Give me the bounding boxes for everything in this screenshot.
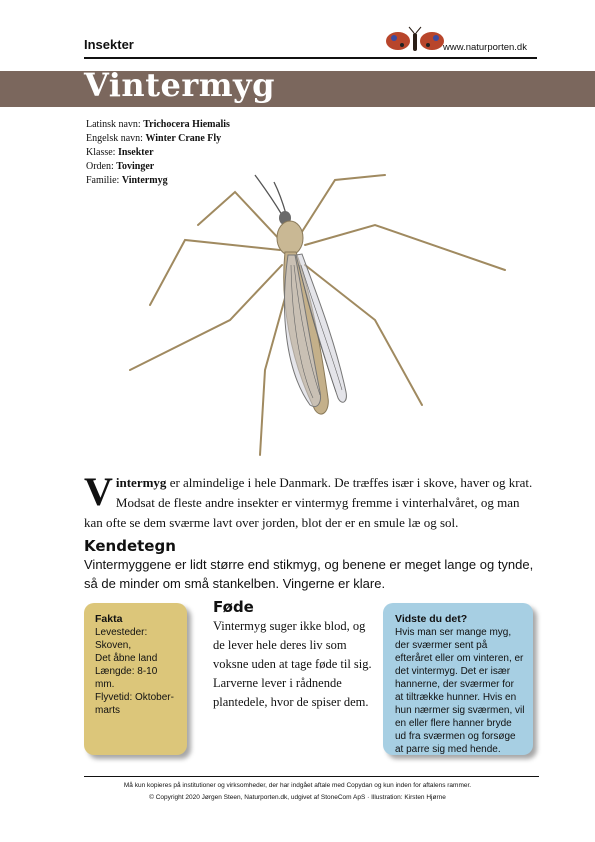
- vidste-du-det-box: [383, 603, 533, 755]
- footer-copyright: © Copyright 2020 Jørgen Steen, Naturporten.dk, udgivet af StoneCom ApS · Illustration: Kirsten Hjørne: [149, 794, 446, 801]
- intro-text: er almindelige i hele Danmark. De træffes især i skove, haver og krat. Modsat de fleste andre insekter er vintermyg fremme i vinterhalvåret, og man kan ofte se dem sværme lavt over jorden, blot der er en smule læ og sol.: [84, 475, 533, 530]
- kendetegn-text: Vintermyggene er lidt større end stikmyg, og benene er meget lange og tynde, så de minder om små stankelben. Vingerne er klare.: [84, 557, 534, 591]
- fakta-line: Flyvetid: Oktober-: [95, 692, 174, 703]
- winter-crane-fly-illustration: [110, 170, 530, 460]
- vidste-heading: Vidste du det?: [395, 613, 468, 625]
- fakta-line: Længde: 8-10 mm.: [95, 666, 158, 690]
- fakta-line: marts: [95, 705, 120, 716]
- fode-heading: Føde: [213, 598, 254, 616]
- fact-english: Engelsk navn: Winter Crane Fly: [86, 133, 222, 144]
- intro-paragraph: [84, 469, 539, 533]
- drop-cap: V: [84, 469, 113, 514]
- fact-order: Orden: Tovinger: [86, 161, 155, 172]
- fact-family: Familie: Vintermyg: [86, 175, 168, 186]
- fakta-line: Levesteder: Skoven,: [95, 627, 148, 651]
- page-title: Vintermyg: [84, 66, 276, 104]
- site-url: www.naturporten.dk: [443, 42, 527, 53]
- fact-class: Klasse: Insekter: [86, 147, 154, 158]
- fact-latin: Latinsk navn: Trichocera Hiemalis: [86, 119, 230, 130]
- footer-divider: [84, 776, 539, 777]
- category-label: Insekter: [84, 37, 134, 52]
- fakta-heading: Fakta: [95, 613, 123, 625]
- fakta-box: [84, 603, 187, 755]
- vidste-text: Hvis man ser mange myg, der sværmer sent på efteråret eller om vinteren, er det vintermyg. Det er især hannerne, der sværmer for at tiltrække hunner. Hvis en hun nærmer sig sværmen, vil en eller flere hanner bryde ud fra sværmen og forsøge at parre sig med hende.: [395, 627, 525, 755]
- kendetegn-heading: Kendetegn: [84, 537, 176, 555]
- fode-text: Vintermyg suger ikke blod, og de lever hele deres liv som voksne uden at tage føde til sig. Larverne lever i rådnende plantedele, hvor de spiser dem.: [213, 619, 372, 709]
- butterfly-logo: [384, 25, 446, 57]
- header-divider: [84, 57, 537, 59]
- footer-license: Må kun kopieres på institutioner og virksomheder, der har indgået aftale med Copydan og kun inden for aftalens rammer.: [123, 782, 472, 789]
- fakta-line: Det åbne land: [95, 653, 158, 664]
- intro-bold: intermyg: [115, 475, 167, 490]
